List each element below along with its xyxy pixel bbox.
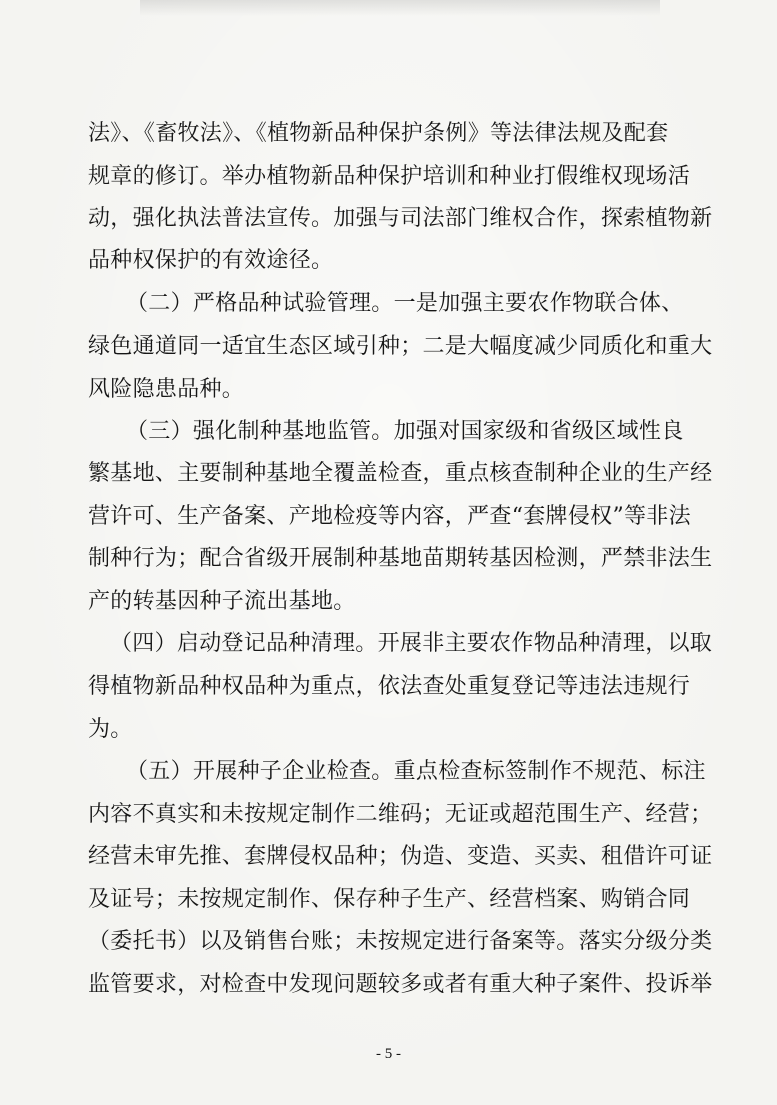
text-line: 为。 (88, 717, 133, 742)
page-number: - 5 - (376, 1046, 401, 1062)
text-line: 得植物新品种权品种为重点，依法查处重复登记等违法违规行 (88, 674, 691, 699)
text-line: 营许可、生产备案、产地检疫等内容，严查“套牌侵权”等非法 (88, 504, 691, 529)
text-line: 法》、《畜牧法》、《植物新品种保护条例》等法律法规及配套 (88, 121, 669, 146)
text-line: 繁基地、主要制种基地全覆盖检查，重点核查制种企业的生产经 (88, 461, 713, 486)
text-line: 风险隐患品种。 (88, 377, 245, 402)
text-line: 动，强化执法普法宣传。加强与司法部门维权合作，探索植物新 (88, 206, 713, 231)
text-line: 品种权保护的有效途径。 (88, 248, 334, 273)
text-line: 制种行为；配合省级开展制种基地苗期转基因检测，严禁非法生 (88, 546, 713, 571)
text-line: （四）启动登记品种清理。开展非主要农作物品种清理，以取 (110, 631, 713, 656)
text-line: （三）强化制种基地监管。加强对国家级和省级区域性良 (126, 419, 684, 444)
bleed-through-shadow (140, 0, 660, 16)
text-line: 监管要求，对检查中发现问题较多或者有重大种子案件、投诉举 (88, 972, 713, 997)
text-line: 及证号；未按规定制作、保存种子生产、经营档案、购销合同 (88, 887, 691, 912)
text-line: 产的转基因种子流出基地。 (88, 589, 356, 614)
text-line: 内容不真实和未按规定制作二维码；无证或超范围生产、经营； (88, 802, 713, 827)
text-line: 绿色通道同一适宜生态区域引种；二是大幅度减少同质化和重大 (88, 334, 713, 359)
text-line: 规章的修订。举办植物新品种保护培训和种业打假维权现场活 (88, 164, 691, 189)
text-line: （五）开展种子企业检查。重点检查标签制作不规范、标注 (126, 759, 706, 784)
text-line: 经营未审先推、套牌侵权品种；伪造、变造、买卖、租借许可证 (88, 844, 713, 869)
text-line: （二）严格品种试验管理。一是加强主要农作物联合体、 (126, 291, 684, 316)
text-line: （委托书）以及销售台账；未按规定进行备案等。落实分级分类 (88, 929, 713, 954)
